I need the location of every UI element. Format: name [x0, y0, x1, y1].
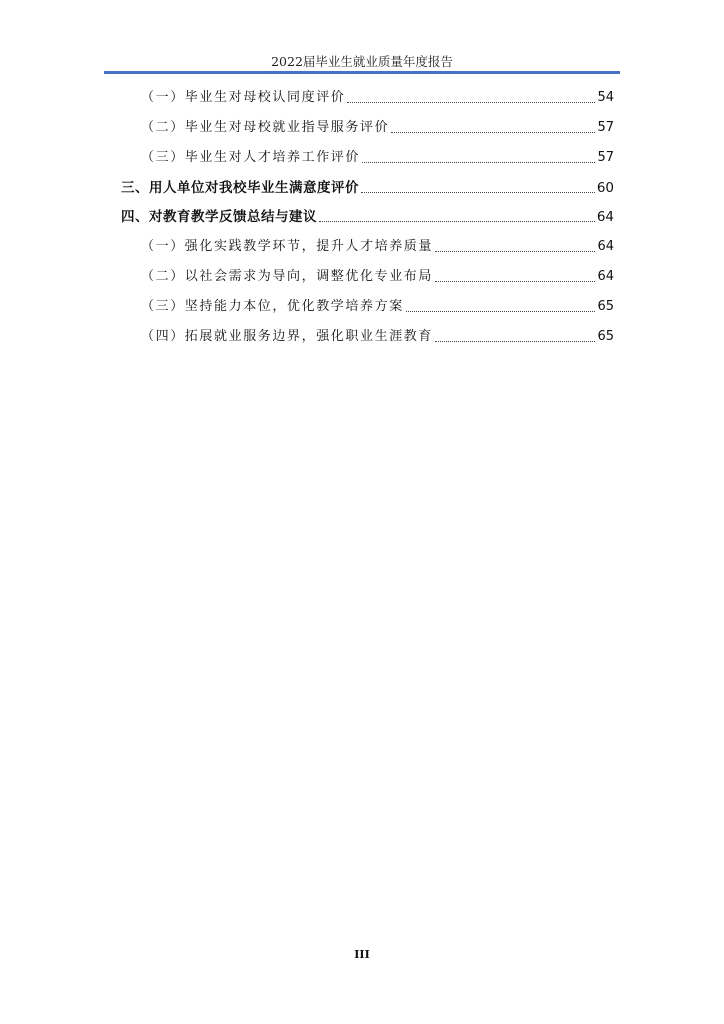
toc-page-number: 60 [596, 180, 614, 196]
toc-entry[interactable] [141, 297, 614, 317]
toc-page-number: 64 [597, 269, 614, 284]
toc-entry[interactable] [121, 207, 614, 227]
toc-leader [406, 311, 596, 312]
toc-entry-label: 三、用人单位对我校毕业生满意度评价 [121, 180, 359, 196]
toc-leader [435, 251, 595, 252]
toc-leader [361, 192, 595, 193]
toc-entry-label: （一）毕业生对母校认同度评价 [141, 90, 346, 105]
toc-entry[interactable] [141, 148, 614, 168]
toc-entry[interactable] [141, 88, 614, 108]
toc-entry[interactable] [141, 237, 614, 257]
toc-page-number: 57 [597, 150, 614, 165]
toc-page-number: 64 [596, 209, 614, 225]
toc-leader [362, 162, 595, 163]
header-rule [104, 71, 620, 74]
page-number: III [354, 948, 370, 961]
toc-page-number: 54 [597, 90, 614, 105]
toc-entry[interactable] [141, 118, 614, 138]
toc-leader [319, 221, 595, 222]
toc-leader [435, 341, 595, 342]
toc-entry[interactable] [141, 327, 614, 347]
toc-entry[interactable] [141, 267, 614, 287]
toc-page-number: 57 [597, 120, 614, 135]
toc-entry-label: （四）拓展就业服务边界，强化职业生涯教育 [141, 329, 434, 344]
toc-page-number: 65 [597, 299, 614, 314]
toc-entry-label: 四、对教育教学反馈总结与建议 [121, 209, 317, 225]
toc-leader [435, 281, 595, 282]
toc-page-number: 64 [597, 239, 614, 254]
toc-entry-label: （二）毕业生对母校就业指导服务评价 [141, 120, 390, 135]
toc-entry-label: （三）坚持能力本位，优化教学培养方案 [141, 299, 404, 314]
toc-entry-label: （二）以社会需求为导向，调整优化专业布局 [141, 269, 434, 284]
toc-entry-label: （三）毕业生对人才培养工作评价 [141, 150, 361, 165]
toc-entry-label: （一）强化实践教学环节，提升人才培养质量 [141, 239, 434, 254]
toc-leader [347, 102, 595, 103]
toc-leader [391, 132, 595, 133]
toc-page-number: 65 [597, 329, 614, 344]
toc-entry[interactable] [121, 178, 614, 198]
running-header: 2022届毕业生就业质量年度报告 [271, 54, 453, 69]
